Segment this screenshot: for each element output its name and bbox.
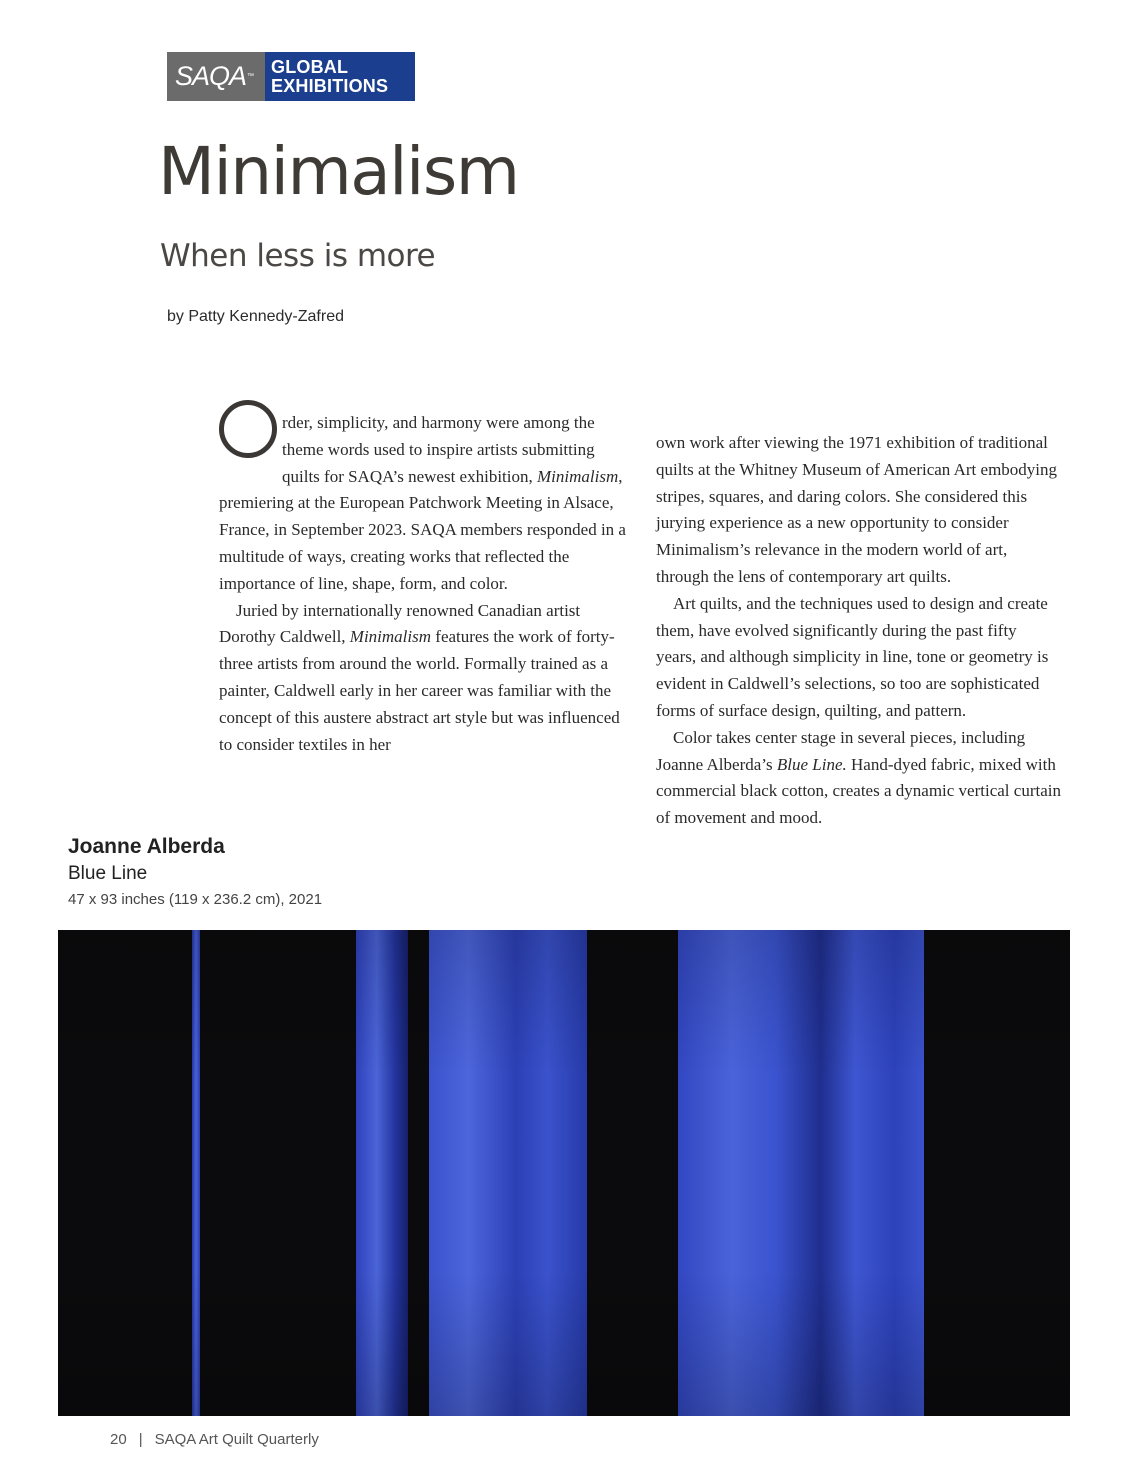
logo-global-exhibitions-block [265,52,415,101]
article-subtitle: When less is more [160,238,436,274]
exhibition-name-italic: Minimalism [537,466,619,486]
paragraph-color [656,725,1061,832]
paragraph-text: Color takes center stage in several pieces, including Joanne Alberda’s [656,727,1026,774]
drop-cap-o-glyph [219,400,277,458]
artwork-title-italic: Blue Line. [776,754,847,774]
caption-artist-name: Joanne Alberda [68,835,225,858]
logo-global-text: GLOBAL [271,56,349,77]
paragraph-text: , premiering at the European Patchwork Meeting in Alsace, France, in September 2023. SAQA members responded in a multitude of ways, creating works that reflected the importance of line, shape, form, and color. [219,466,626,593]
artwork-caption [68,833,322,912]
footer-separator: | [138,1431,143,1448]
paragraph-text: rder, simplicity, and harmony were among the theme words used to inspire artists submitting quilts for SAQA’s newest exhibition, [282,413,595,486]
paragraph-juror [219,598,631,759]
page-footer [110,1431,319,1448]
logo-saqa-block [167,52,265,101]
caption-artwork-title: Blue Line [68,863,148,884]
article-title: Minimalism [158,133,519,210]
quilt-dark-fold-overlay [58,930,1070,1416]
page-number: 20 [110,1431,127,1448]
logo-saqa-text: SAQA [174,61,247,91]
saqa-global-exhibitions-logo [167,52,415,101]
paragraph-text: Juried by internationally renowned Canadian artist Dorothy Caldwell, [219,600,581,647]
paragraph-text: features the work of forty-three artists from around the world. Formally trained as a painter, Caldwell early in her career was familiar with the concept of this austere abstract art style but was influenced to consider textiles in her [219,627,620,754]
body-column-right [656,430,1061,832]
body-column-left [219,410,631,758]
paragraph-continued: own work after viewing the 1971 exhibition of traditional quilts at the Whitney Museum of American Art embodying stripes, squares, and daring colors. She considered this jurying experience as a new opportunity to consider Minimalism’s relevance in the modern world of art, through the lens of contemporary art quilts. [656,433,1058,586]
publication-name: SAQA Art Quilt Quarterly [154,1431,319,1448]
exhibition-name-italic: Minimalism [349,627,432,647]
logo-exhibitions-text: EXHIBITIONS [271,75,389,96]
paragraph-intro [219,410,631,598]
caption-artwork-details: 47 x 93 inches (119 x 236.2 cm), 2021 [68,891,323,908]
paragraph-text: Hand-dyed fabric, mixed with commercial black cotton, creates a dynamic vertical curtain of movement and mood. [656,754,1061,828]
artwork-image-blue-line [58,930,1070,1416]
drop-cap [219,410,279,468]
paragraph-techniques: Art quilts, and the techniques used to design and create them, have evolved significantly during the past fifty years, and although simplicity in line, tone or geometry is evident in Caldwell’s selections, so too are sophisticated forms of surface design, quilting, and pattern. [656,593,1049,720]
article-byline: by Patty Kennedy-Zafred [167,308,344,325]
logo-trademark: ™ [247,73,254,80]
